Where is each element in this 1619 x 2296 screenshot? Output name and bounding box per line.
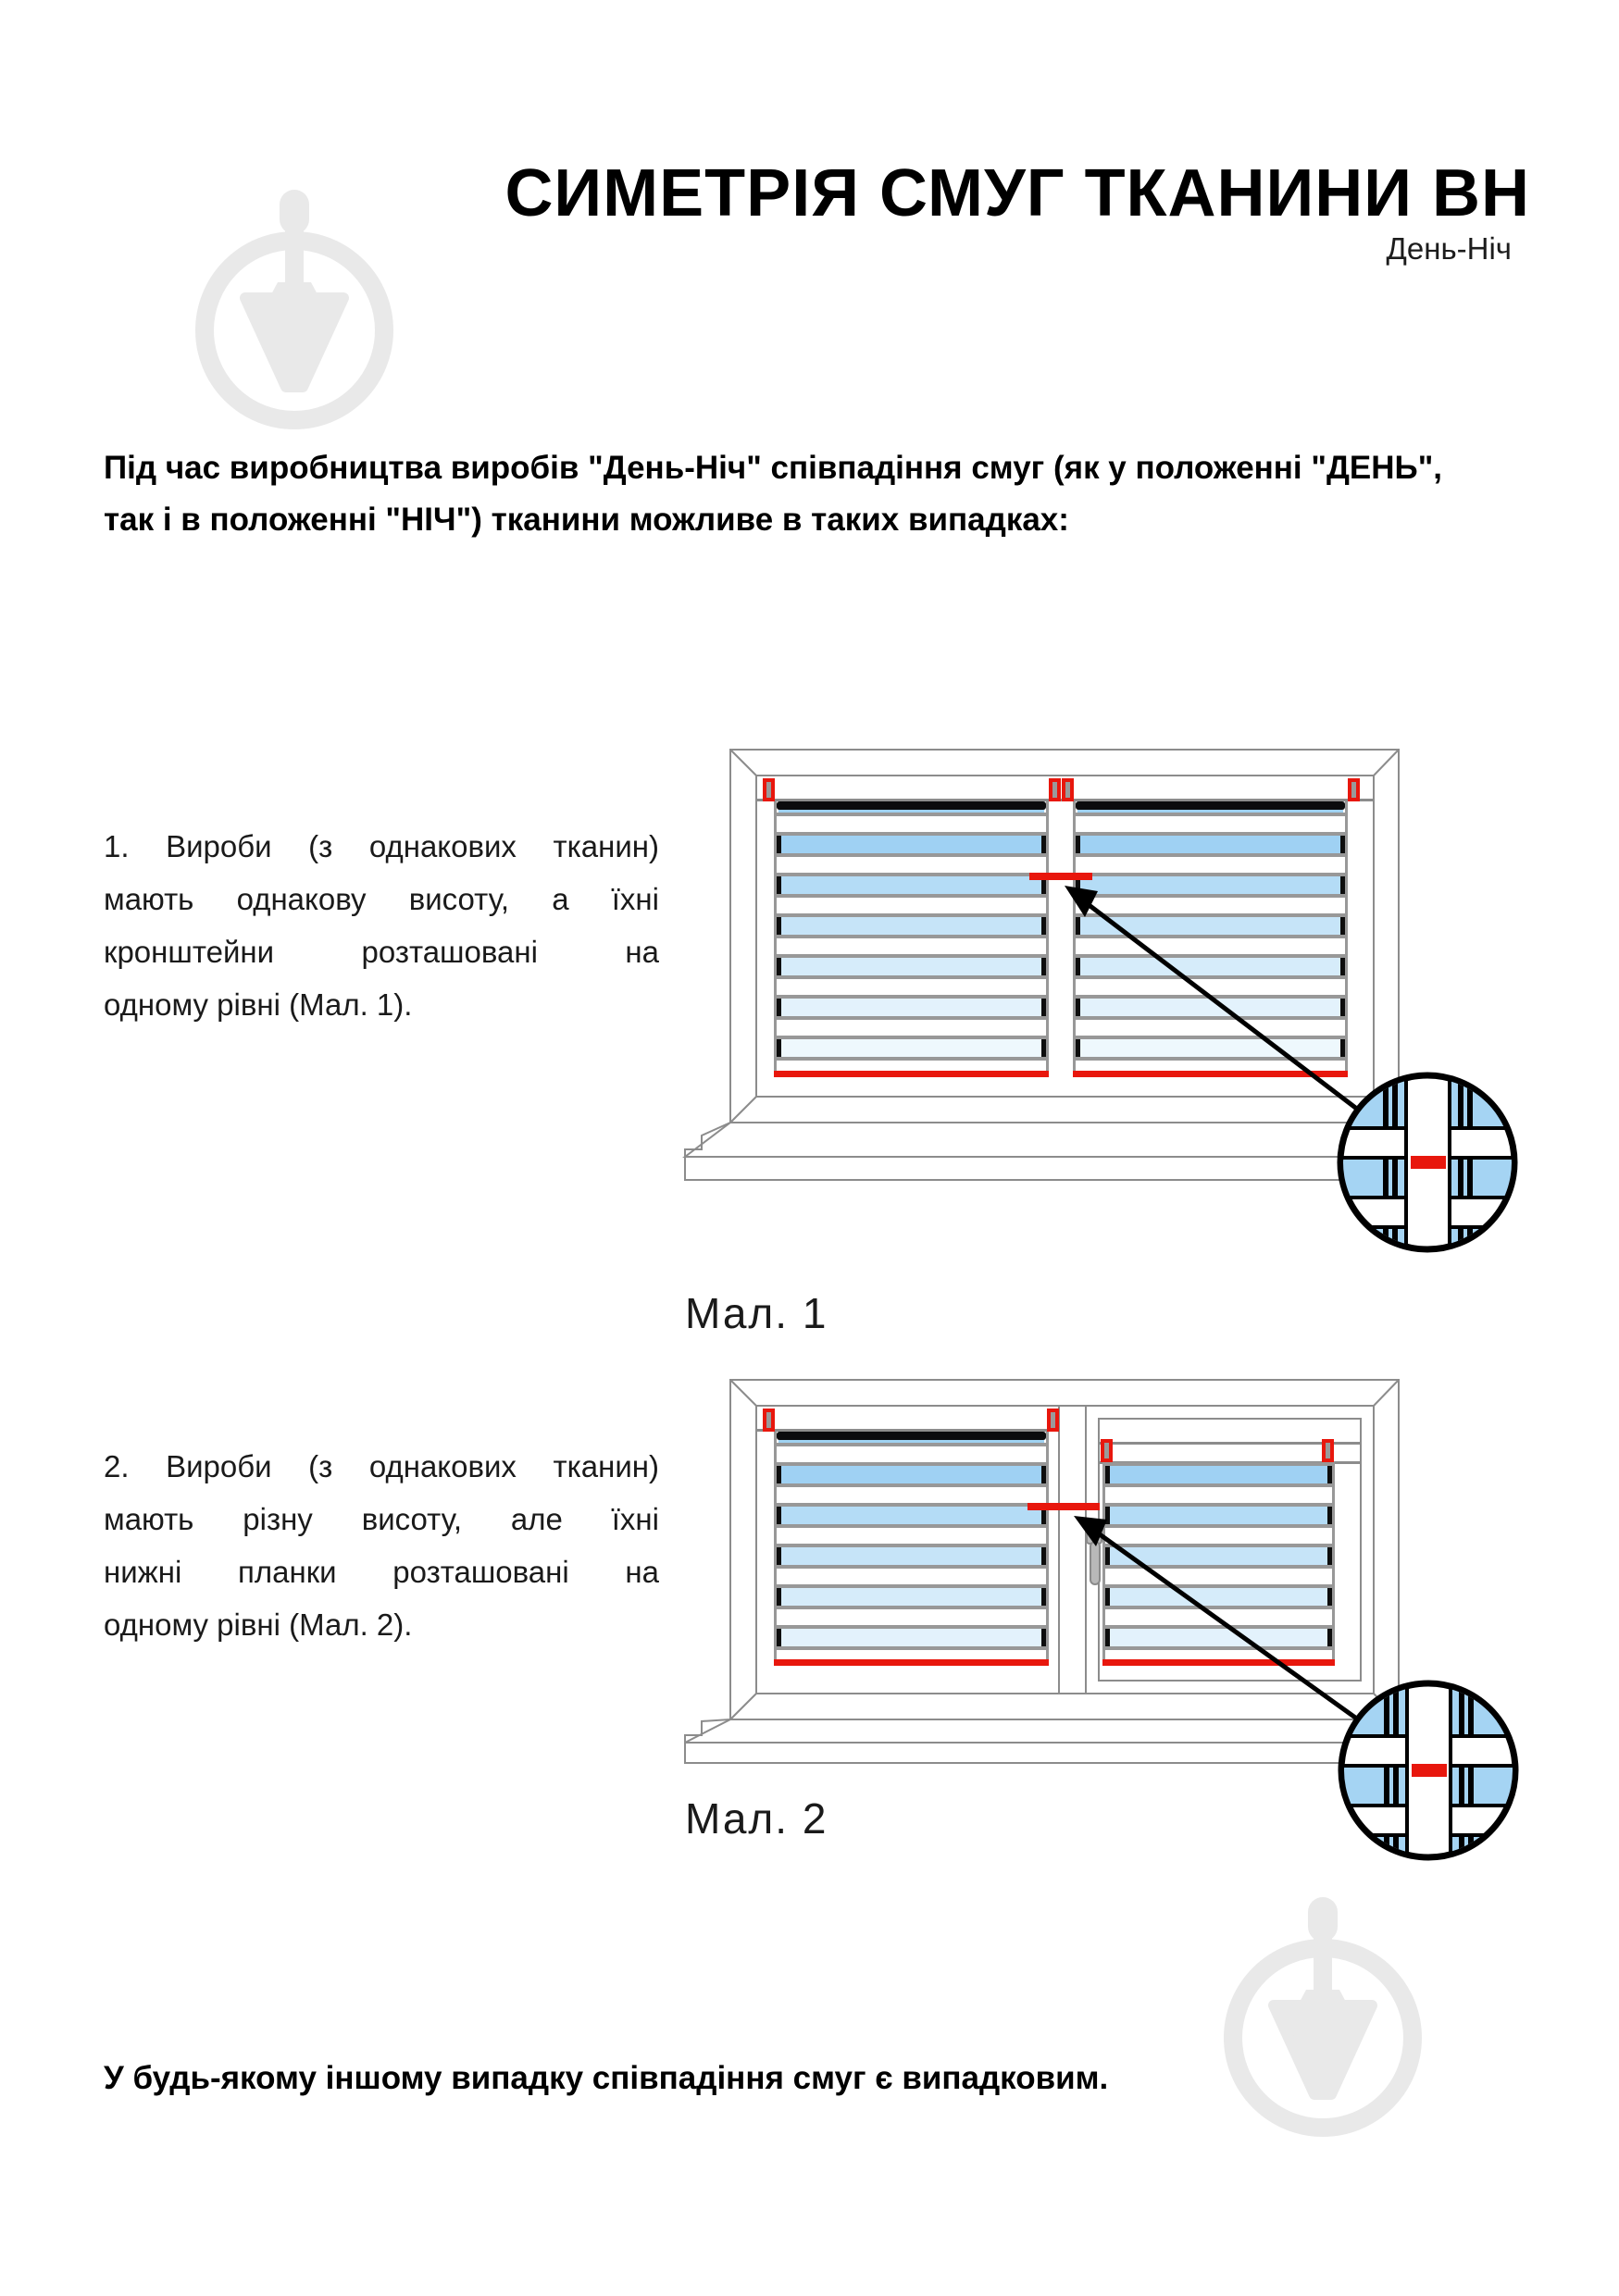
stripe-alignment-mark — [1029, 873, 1092, 880]
section-1-line-2: мають однакову висоту, а їхні — [104, 882, 659, 916]
blind-bottom-bar — [774, 1659, 1049, 1666]
page-title: СИМЕТРІЯ СМУГ ТКАНИНИ ВН — [504, 156, 1530, 230]
intro-paragraph — [104, 442, 1520, 546]
conclusion-text: У будь-якому іншому випадку співпадіння смуг є випадковим. — [104, 2060, 1109, 2096]
window-sill — [685, 1123, 1417, 1180]
section-2-line-3: нижні планки розташовані на — [104, 1555, 659, 1589]
blind-bottom-bar — [1102, 1659, 1335, 1666]
figure-1-window-illustration — [676, 736, 1527, 1347]
figure-2-caption: Мал. 2 — [685, 1794, 828, 1843]
intro-line-1: Під час виробництва виробів "День-Ніч" співпадіння смуг (як у положенні "ДЕНЬ", — [104, 450, 1443, 486]
figure-1-caption: Мал. 1 — [685, 1289, 828, 1337]
section-2-line-1: 2. Вироби (з однакових тканин) — [104, 1449, 659, 1483]
section-1-line-4: одному рівні (Мал. 1). — [104, 987, 413, 1022]
section-1-line-3: кронштейни розташовані на — [104, 935, 659, 969]
section-2-text — [104, 1440, 659, 1651]
section-1-text — [104, 820, 659, 1031]
magnifier-detail — [1340, 1075, 1514, 1249]
section-1-line-1: 1. Вироби (з однакових тканин) — [104, 829, 659, 863]
roller-blind-right — [1099, 1439, 1361, 1666]
section-2-line-4: одному рівні (Мал. 2). — [104, 1607, 413, 1642]
stripe-alignment-mark — [1027, 1503, 1100, 1510]
brand-watermark-icon — [190, 185, 399, 435]
stripe-alignment-mark-zoomed — [1412, 1764, 1447, 1777]
window-sill — [685, 1719, 1417, 1763]
stripe-alignment-mark-zoomed — [1411, 1156, 1446, 1169]
section-2-line-2: мають різну висоту, але їхні — [104, 1502, 659, 1536]
brand-watermark-icon — [1218, 1893, 1427, 2142]
magnifier-detail — [1341, 1683, 1515, 1857]
intro-line-2: так і в положенні "НІЧ") тканини можливе в таких випадках: — [104, 502, 1069, 538]
page-subtitle: День-Ніч — [1386, 231, 1512, 266]
